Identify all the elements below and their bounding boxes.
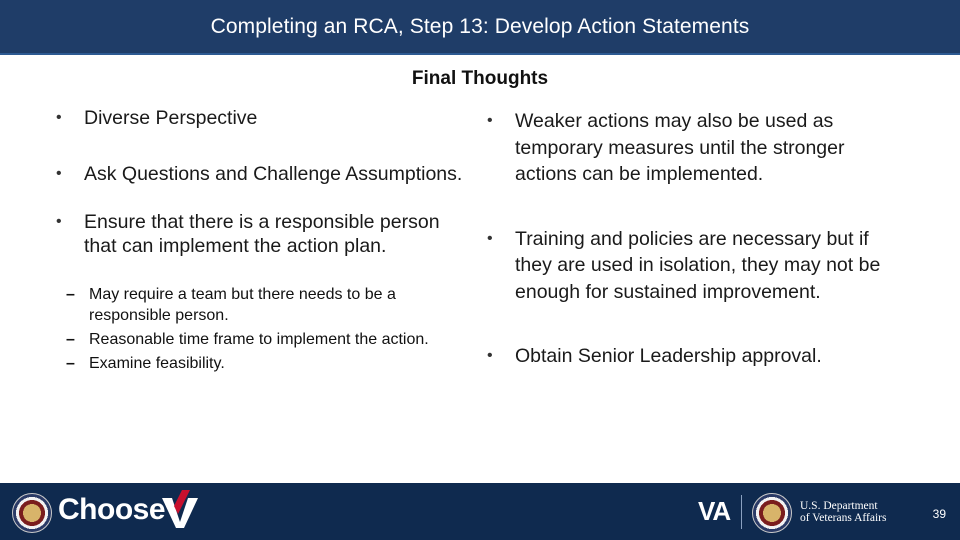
bullet-icon: • bbox=[56, 109, 62, 126]
department-seal-icon bbox=[752, 493, 792, 533]
bullet-item bbox=[54, 162, 464, 186]
bullet-item bbox=[485, 108, 905, 188]
footer-divider bbox=[741, 495, 742, 529]
slide-footer bbox=[0, 483, 960, 540]
bullet-text: Ask Questions and Challenge Assumptions. bbox=[84, 163, 463, 185]
bullet-icon: • bbox=[487, 112, 493, 129]
bullet-item bbox=[54, 106, 464, 130]
slide-subtitle: Final Thoughts bbox=[411, 68, 549, 89]
sub-bullet-item bbox=[54, 284, 459, 326]
bullet-item bbox=[485, 226, 905, 306]
slide-title: Completing an RCA, Step 13: Develop Action Statements bbox=[210, 15, 750, 38]
sub-bullet-text: Examine feasibility. bbox=[89, 355, 225, 372]
page-number: 39 bbox=[932, 507, 946, 521]
sub-bullet-item bbox=[54, 353, 459, 374]
bullet-item bbox=[54, 210, 464, 258]
sub-bullet-text: Reasonable time frame to implement the action. bbox=[89, 331, 429, 348]
slide-header bbox=[0, 0, 960, 55]
right-column bbox=[485, 108, 905, 370]
dash-icon: – bbox=[66, 331, 75, 348]
va-wordmark: VA bbox=[698, 496, 731, 526]
department-name bbox=[800, 500, 886, 524]
bullet-text: Ensure that there is a responsible person that can implement the action plan. bbox=[84, 211, 440, 257]
dash-icon: – bbox=[66, 286, 75, 303]
department-line-1: U.S. Department bbox=[800, 500, 878, 512]
left-column bbox=[54, 106, 464, 374]
department-line-2: of Veterans Affairs bbox=[800, 512, 887, 524]
bullet-text: Diverse Perspective bbox=[84, 107, 258, 129]
choose-va-logo-icon bbox=[160, 488, 200, 528]
sub-bullet-text: May require a team but there needs to be a responsible person. bbox=[89, 286, 396, 324]
bullet-icon: • bbox=[487, 229, 493, 247]
bullet-item bbox=[485, 343, 915, 370]
choose-va-logo-text: Choose bbox=[58, 493, 166, 526]
sub-bullet-item bbox=[54, 329, 459, 350]
bullet-icon: • bbox=[487, 347, 493, 364]
va-seal-icon bbox=[12, 493, 52, 533]
bullet-text: Training and policies are necessary but if they are used in isolation, they may not be enough for sustained improvement. bbox=[515, 227, 881, 303]
bullet-icon: • bbox=[56, 213, 62, 230]
bullet-text: Obtain Senior Leadership approval. bbox=[515, 345, 822, 367]
bullet-text: Weaker actions may also be used as temporary measures until the stronger actions can be implemented. bbox=[515, 110, 845, 185]
bullet-icon: • bbox=[56, 165, 62, 182]
dash-icon: – bbox=[66, 355, 75, 372]
